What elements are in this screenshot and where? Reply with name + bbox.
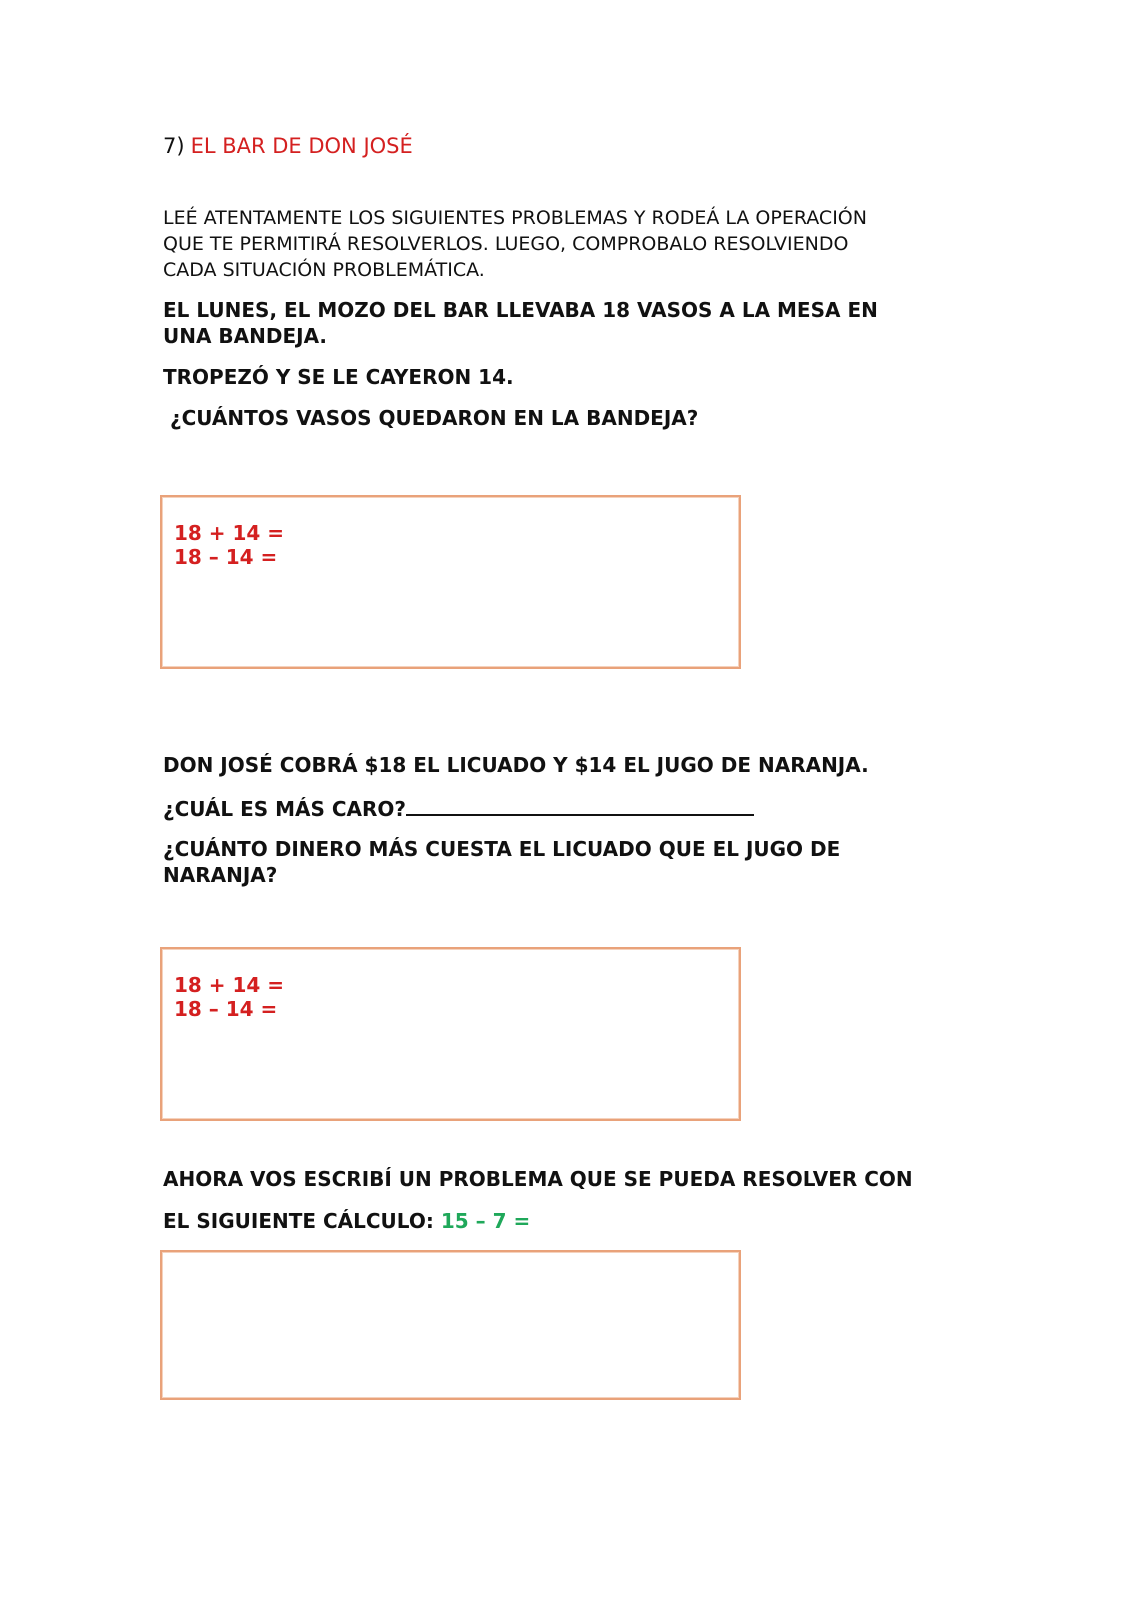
problem3-prompt-line-1: AHORA VOS ESCRIBÍ UN PROBLEMA QUE SE PUEDA RESOLVER CON xyxy=(163,1167,913,1191)
problem1-text xyxy=(163,297,878,349)
instructions-line-1: LEÉ ATENTAMENTE LOS SIGUIENTES PROBLEMAS Y RODEÁ LA OPERACIÓN xyxy=(163,207,867,229)
problem2-question2-line-2: NARANJA? xyxy=(163,863,278,887)
problem2-answer-box[interactable] xyxy=(160,947,741,1121)
instructions-line-2: QUE TE PERMITIRÁ RESOLVERLOS. LUEGO, COMPROBALO RESOLVIENDO xyxy=(163,233,849,255)
problem2-question1-text: ¿CUÁL ES MÁS CARO? xyxy=(163,797,407,821)
problem1-text-line-2: UNA BANDEJA. xyxy=(163,324,328,348)
problem2-text: DON JOSÉ COBRÁ $18 EL LICUADO Y $14 EL JUGO DE NARANJA. xyxy=(163,753,869,777)
problem1-text-line-1: EL LUNES, EL MOZO DEL BAR LLEVABA 18 VASOS A LA MESA EN xyxy=(163,298,878,322)
problem1-answer-box[interactable] xyxy=(160,495,741,669)
problem3-calculation: 15 – 7 = xyxy=(440,1209,531,1233)
section-title-text: EL BAR DE DON JOSÉ xyxy=(190,134,413,158)
instructions-line-3: CADA SITUACIÓN PROBLEMÁTICA. xyxy=(163,259,485,281)
section-title xyxy=(163,132,413,160)
problem3-answer-box[interactable] xyxy=(160,1250,741,1400)
problem2-question2-line-1: ¿CUÁNTO DINERO MÁS CUESTA EL LICUADO QUE EL JUGO DE xyxy=(163,837,841,861)
problem2-option-addition[interactable]: 18 + 14 = xyxy=(174,973,285,997)
section-number: 7) xyxy=(163,134,185,158)
problem2-option-subtraction[interactable]: 18 – 14 = xyxy=(174,997,278,1021)
problem1-question: ¿CUÁNTOS VASOS QUEDARON EN LA BANDEJA? xyxy=(163,406,699,430)
problem2-question1 xyxy=(163,794,754,822)
instructions xyxy=(163,205,963,283)
problem2-options xyxy=(174,973,284,1021)
problem1-options xyxy=(174,521,284,569)
problem1-option-subtraction[interactable]: 18 – 14 = xyxy=(174,545,278,569)
problem3-prompt-line-2 xyxy=(163,1208,530,1234)
problem3-prompt-text: EL SIGUIENTE CÁLCULO: xyxy=(163,1209,434,1233)
problem1-option-addition[interactable]: 18 + 14 = xyxy=(174,521,285,545)
answer-blank-line[interactable] xyxy=(406,794,754,816)
problem2-question2 xyxy=(163,836,840,888)
problem1-text2: TROPEZÓ Y SE LE CAYERON 14. xyxy=(163,365,514,389)
